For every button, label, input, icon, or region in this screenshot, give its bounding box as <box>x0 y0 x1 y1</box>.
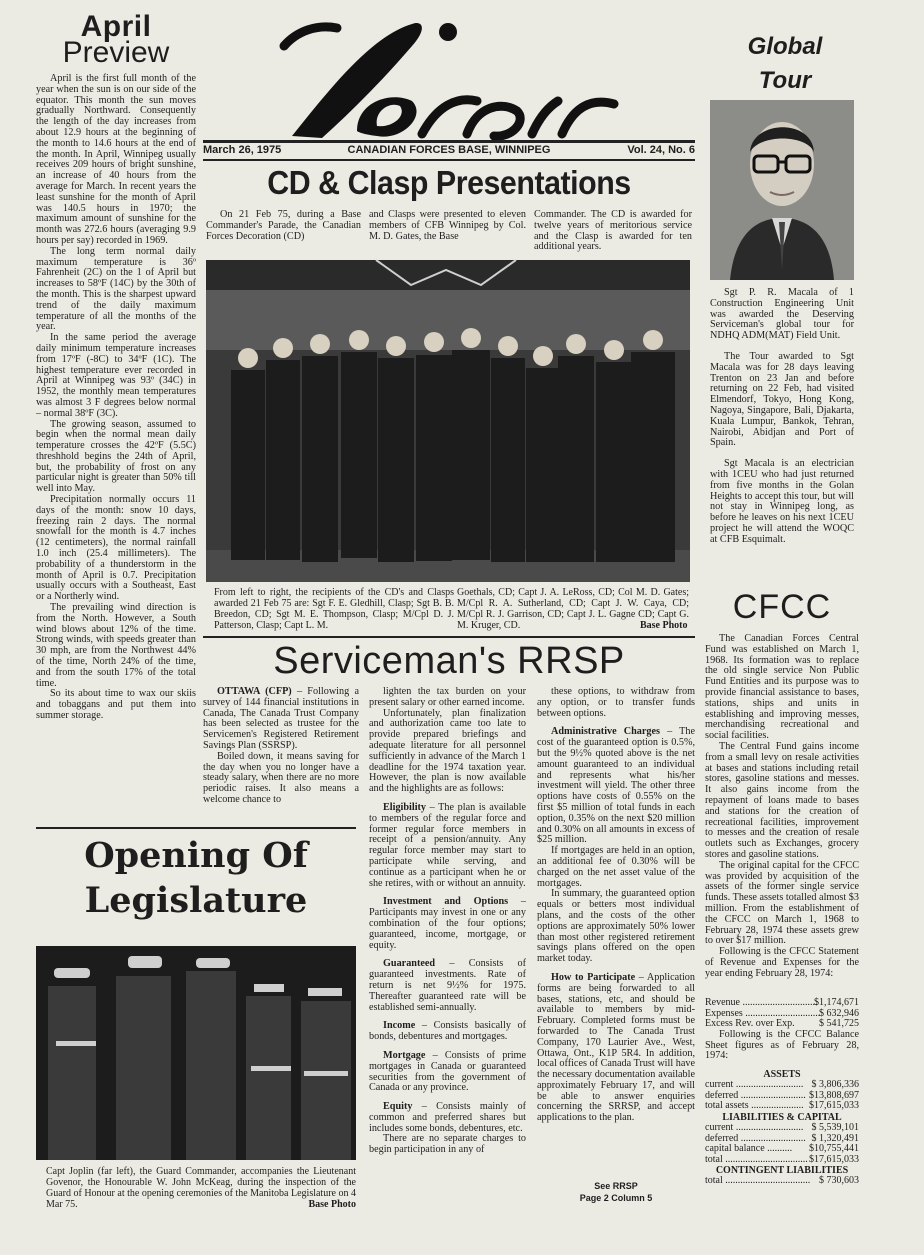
financial-value: $ 3,806,336 <box>811 1079 859 1091</box>
balance-intro: Following is the CFCC Balance Sheet figures as of February 28, 1974: <box>705 1028 859 1062</box>
april-paragraph: So its about time to wax our skiis and tobaggans and put them into summer storage. <box>36 688 196 722</box>
rrsp-paragraph <box>537 889 695 965</box>
cfcc-financials <box>705 998 859 1187</box>
rrsp-text: – Application forms are being forwarded to all bases, stations, etc, and should be available to members by mid-February. Completed forms must be forwarded to The Canada Trust Company, 170 Laurier Ave., West, Ottawa, Ont., K1P 5R4. In addition, local offices of Canada Trust will have the necessary documentation available approximately February 17, and will be able to answer enquiries concerning the SRRSP, and accept applications to the plan. <box>537 971 695 1124</box>
rrsp-text: Boiled down, it means saving for the day when you no longer have a steady salary, when there are no more periodic raises. It also means a welcome chance to <box>203 750 359 805</box>
rrsp-text: – The plan is available to members of the regular force and former regular force members in receipt of a pension/annuity. Any regular force member may start to participate while serving, and continue as a participant when he or she retires, with or without an annuity. <box>369 801 526 889</box>
rrsp-continued <box>537 1180 695 1204</box>
cd-photo-caption-left: From left to right, the recipients of the CD's and Clasps awarded 21 Feb 75 are: Sgt F. E. Gledhill, Clasp; Sgt B. B. Breedon, CD; Sgt M. E. Thompson, Clasp; M/Cpl D. J. Patterson, Clasp; Capt L. M. <box>214 587 454 631</box>
global-tour-paragraph: Sgt Macala is an electrician with 1CEU who had just returned from five months in the Golan Heights to accept this tour, but will not stay in Winnipeg long, as before he leaves on his next 1CEU project he will attend the WOQC at CFB Esquimalt. <box>710 458 854 545</box>
rrsp-text: There are no separate charges to begin participation in any of <box>369 1133 526 1156</box>
april-paragraph: The growing season, assumed to begin when the normal mean daily temperature crosses the 42ºF (5.5C) threshhold begins the 24th of April, but, the probability of frost on any particular night is greater than 50% till well into May. <box>36 418 196 495</box>
financial-row <box>705 1123 859 1134</box>
financial-row <box>705 1101 859 1112</box>
cfcc-paragraph: The Canadian Forces Central Fund was established on March 1, 1968. Its formation was to replace the old single service Non Public Fund Entities and its purpose was to provide financial assistance to bases, stations, ships and units in establishing and improving messes, merchandising recreational and social facilities. <box>705 633 859 742</box>
issue-date: March 26, 1975 <box>203 144 282 156</box>
rrsp-subhead: How to Participate <box>551 971 636 983</box>
rrsp-subhead: Equity <box>383 1101 413 1113</box>
rrsp-text: – Consists of prime mortgages in Canada or guaranteed securities from the government of Canada or any province. <box>369 1049 526 1094</box>
financial-label: Expenses .............................. <box>705 1007 821 1019</box>
financial-label: capital balance .......... <box>705 1143 793 1155</box>
liabilities-table <box>705 1123 859 1165</box>
rrsp-subhead: Mortgage <box>383 1049 426 1061</box>
rrsp-paragraph <box>369 709 526 795</box>
rrsp-paragraph <box>537 846 695 889</box>
financial-value: $ 1,320,491 <box>811 1132 859 1144</box>
april-paragraph: The prevailing wind direction is from the North. However, a South wind blows about 12% of the time. Strong winds, with speeds greater than 30 mph, are from the Northwest 44% of the time, North 24% of the time, and from the south 17% of the total time. <box>36 602 196 689</box>
macala-portrait <box>710 100 854 280</box>
rrsp-col3 <box>537 687 695 1124</box>
financial-value: $10,755,441 <box>809 1143 859 1155</box>
legislature-headline <box>36 833 356 923</box>
legislature-caption <box>46 1166 356 1210</box>
rrsp-paragraph <box>369 803 526 889</box>
rrsp-paragraph <box>369 687 526 709</box>
financial-label: total assets ..................... <box>705 1100 804 1112</box>
rrsp-headline: Serviceman's RRSP <box>273 640 625 682</box>
rrsp-paragraph <box>537 727 695 846</box>
masthead-dateline <box>203 144 695 158</box>
rrsp-paragraph <box>203 752 359 806</box>
masthead-title: Voxair <box>262 6 265 7</box>
masthead-rule-bottom <box>203 159 695 161</box>
rrsp-paragraph <box>369 959 526 1013</box>
financial-row <box>705 1155 859 1166</box>
financial-row <box>705 1176 859 1187</box>
rrsp-text: these options, to withdraw from any option, or to transfer funds between options. <box>537 686 695 719</box>
rrsp-text: If mortgages are held in an option, an additional fee of 0.30% will be charged on the net asset value of the mortgages. <box>537 845 695 889</box>
rrsp-paragraph <box>369 1021 526 1043</box>
rrsp-col2 <box>369 687 526 1156</box>
financial-row <box>705 998 859 1009</box>
rrsp-see-page: Page 2 Column 5 <box>579 1193 653 1203</box>
financial-value: $ 541,725 <box>819 1018 859 1030</box>
rrsp-paragraph <box>369 1134 526 1156</box>
global-tour-paragraph: Sgt P. R. Macala of 1 Construction Engineering Unit was awarded the Deserving Serviceman's global tour for NDHQ ADM(MAT) Field Unit. <box>710 287 854 342</box>
global-heading-line1: Global <box>747 33 823 60</box>
legislature-caption-text: Capt Joplin (far left), the Guard Commander, accompanies the Lieutenant Govenor, the Honourable W. John McKeag, during the inspection of the Guard of Honour at the opening ceremonies of the Manitoba Legislature on 4 Mar 75. <box>46 1166 356 1210</box>
financial-label: total .................................. <box>705 1175 811 1187</box>
rrsp-subhead: Investment and Options <box>383 896 509 908</box>
rrsp-text: – The cost of the guaranteed option is 0.5%, but the 9½% quoted above is the net amount guaranteed to an individual and represents what his/her investment will yield. The other three options have costs of 0.55% on the first $5 million of total funds in each option, 0.35% on the next $20 million and 0.30% on all amounts in excess of $25 million. <box>537 726 695 846</box>
assets-table <box>705 1080 859 1112</box>
financial-label: deferred .......................... <box>705 1089 806 1101</box>
base-name: CANADIAN FORCES BASE, WINNIPEG <box>347 144 551 156</box>
rrsp-text: – Consists basically of bonds, debentures and mortgages. <box>369 1020 526 1043</box>
legislature-photo <box>36 946 356 1160</box>
cd-intro-col1: On 21 Feb 75, during a Base Commander's Parade, the Canadian Forces Decoration (CD) <box>206 209 361 242</box>
cd-intro-col2: and Clasps were presented to eleven members of CFB Winnipeg by Col. M. D. Gates, the Base <box>369 209 526 242</box>
cfcc-body <box>705 634 859 980</box>
contingent-table <box>705 1176 859 1187</box>
april-preview-heading <box>36 12 196 68</box>
financial-value: $17,615,033 <box>809 1100 859 1112</box>
april-heading-line1: April <box>80 10 152 43</box>
rrsp-paragraph <box>203 687 359 752</box>
rrsp-paragraph <box>369 1102 526 1134</box>
financial-label: current ........................... <box>705 1121 804 1133</box>
financial-value: $13,808,697 <box>809 1089 859 1101</box>
cfcc-paragraph: The Central Fund gains income from a small levy on resale activities at bases and stations including retail stores, gasoline stations and messes. It also gains income from the repayment of loans made to bases and stations for the creation of recreational facilities, improvement to messes and the creation of resale outlets such as Exchanges, grocery stores and gasoline stations. <box>705 740 859 860</box>
global-tour-body <box>710 288 854 546</box>
rrsp-paragraph <box>537 973 695 1124</box>
rrsp-text: – Consists of guaranteed investments. Rate of return is net 9½% for 1975. Thereafter guaranteed rate will be established semi-annually. <box>369 958 526 1013</box>
rrsp-col1 <box>203 687 359 806</box>
rrsp-see-label: See RRSP <box>594 1181 638 1191</box>
rrsp-text: In summary, the guaranteed option equals or betters most individual plans, and the costs of the other options are approximately 50% lower than most other registered retirement savings plans offered on the open market today. <box>537 888 695 965</box>
financial-label: Excess Rev. over Exp. <box>705 1018 795 1030</box>
rrsp-text: – Participants may invest in one or any combination of the four options; guaranteed, income, mortgage, or equity. <box>369 896 527 951</box>
april-preview-body <box>36 74 196 722</box>
april-paragraph: April is the first full month of the year when the sun is on our side of the equator. This month the sun moves gradually Northward. Consequently the length of the day increases from about 12.9 hours at the beginning of the month to 14.6 hours at the end of the month. In April, Winnipeg usually receives 209 hours of bright sunshine, an increase of 40 hours from the average for March. In recent years the least sunshine for the month of April was 140.5 hours in 1970; the maximum amount of sunshine for the month was 272.6 hours (averaging 9.9 hours per say) recorded in 1969. <box>36 73 196 246</box>
april-paragraph: In the same period the average daily minimum temperature increases from 17ºF (-8C) to 34ºF (1C). The highest temperature ever recorded in April at Winnipeg was 93º (34C) in 1952, the monthly mean temperatures was almost 3 F degrees below normal – normal 38ºF (3C). <box>36 332 196 419</box>
cd-headline: CD & Clasp Presentations <box>267 164 631 201</box>
cd-intro-col3: Commander. The CD is awarded for twelve years of meritorious service and the Clasp is awarded for ten additional years. <box>534 209 692 253</box>
liabilities-heading: LIABILITIES & CAPITAL <box>722 1111 842 1123</box>
cfcc-paragraph: The original capital for the CFCC was provided by acquisition of the assets of the former single service funds. These assets totalled almost $3 million. From the establishment of the CFCC on March 1, 1968 to February 28, 1974 these assets grew to over $17 million. <box>705 859 859 947</box>
revenue-table <box>705 998 859 1030</box>
legislature-photo-credit: Base Photo <box>308 1199 356 1210</box>
global-heading-line2: Tour <box>758 67 812 94</box>
rrsp-paragraph <box>369 1051 526 1094</box>
financial-label: total ................................. <box>705 1153 808 1165</box>
rrsp-subhead: OTTAWA (CFP) <box>217 686 292 697</box>
cfcc-heading: CFCC <box>732 588 832 626</box>
contingent-heading: CONTINGENT LIABILITIES <box>715 1165 849 1177</box>
cd-group-photo <box>206 260 690 582</box>
cd-photo-credit: Base Photo <box>640 620 688 631</box>
global-tour-heading <box>710 30 860 98</box>
legislature-top-rule <box>36 827 356 829</box>
financial-label: Revenue .............................. <box>705 997 818 1008</box>
volume-number: Vol. 24, No. 6 <box>627 144 695 156</box>
financial-label: deferred .......................... <box>705 1132 806 1144</box>
rrsp-subhead: Income <box>383 1020 416 1032</box>
financial-value: $ 632,946 <box>819 1007 859 1019</box>
financial-value: $ 730,603 <box>819 1175 859 1187</box>
legislature-headline-line1: Opening Of <box>84 835 308 876</box>
rrsp-paragraph <box>369 897 526 951</box>
rrsp-text: – Following a survey of 144 financial institutions in Canada, The Canada Trust Company has been selected as trustee for the Servicemen's Registered Retirement Savings Plan (SSRSP). <box>203 686 359 751</box>
rrsp-text: lighten the tax burden on your present salary or other earned income. <box>369 686 526 708</box>
masthead-logo <box>262 6 622 146</box>
cd-photo-caption-right: Goethals, CD; Capt J. A. LeRoss, CD; Col M. D. Gates; M/Cpl R. A. Sutherland, CD; Capt J. W. Caya, CD; M/Cpl R. J. Garrison, CD; Capt J. L. Gagne CD; Capt G. M. Kruger, CD. <box>457 587 689 631</box>
assets-heading: ASSETS <box>763 1069 801 1081</box>
april-heading-line2: Preview <box>62 36 170 69</box>
cfcc-paragraph: Following is the CFCC Statement of Revenue and Expenses for the year ending February 28, 1974: <box>705 946 859 979</box>
legislature-headline-line2: Legislature <box>84 880 308 921</box>
april-paragraph: The long term normal daily maximum temperature is 36º Fahrenheit (2C) on the 1 of April but increases to 58ºF (14C) by the 30th of the month. This is the sharpest upward trend of the daily maximum temperature of all the months of the year. <box>36 245 196 333</box>
rrsp-subhead: Eligibility <box>383 801 427 813</box>
rrsp-paragraph <box>537 687 695 719</box>
rrsp-subhead: Guaranteed <box>383 958 436 970</box>
financial-label: current ........................... <box>705 1079 804 1091</box>
rrsp-text: Unfortunately, plan finalization and authorization came too late to provide prepared briefings and adequate literature for all personnel sufficiently in advance of the March 1 deadline for the 1974 taxation year. However, the plan is now available and the highlights are as follows: <box>369 707 526 795</box>
financial-value: $ 5,539,101 <box>811 1121 859 1133</box>
rrsp-subhead: Administrative Charges <box>551 726 660 738</box>
financial-value: $17,615,033 <box>809 1153 859 1165</box>
cd-bottom-rule <box>203 636 695 638</box>
global-tour-paragraph: The Tour awarded to Sgt Macala was for 28 days leaving Trenton on 23 Jan and before returning on 22 Feb, had visited Elmendorf, Tokyo, Hong Kong, Nagoya, Singapore, Bali, Djakarta, Kuala Lumpur, Bankok, Tehran, Nairobi, Abidjan and Port of Spain. <box>710 350 854 449</box>
financial-value: $1,174,671 <box>814 997 859 1008</box>
april-paragraph: Precipitation normally occurs 11 days of the month: snow 10 days, freezing rain 2 days. The normal snowfall for the month is 4.7 inches (12 centimeters), the normal rainfall 1.0 inch (25.4 millimeters). The probability of a thunderstorm in the month of April is 0.7. Precipitation usually occurs with a Southeast, East or a Northerly wind. <box>36 494 196 603</box>
rrsp-text: – Consists mainly of common and preferred shares but includes some bonds, debentures, etc. <box>369 1101 526 1134</box>
masthead-rule-top <box>203 140 695 143</box>
